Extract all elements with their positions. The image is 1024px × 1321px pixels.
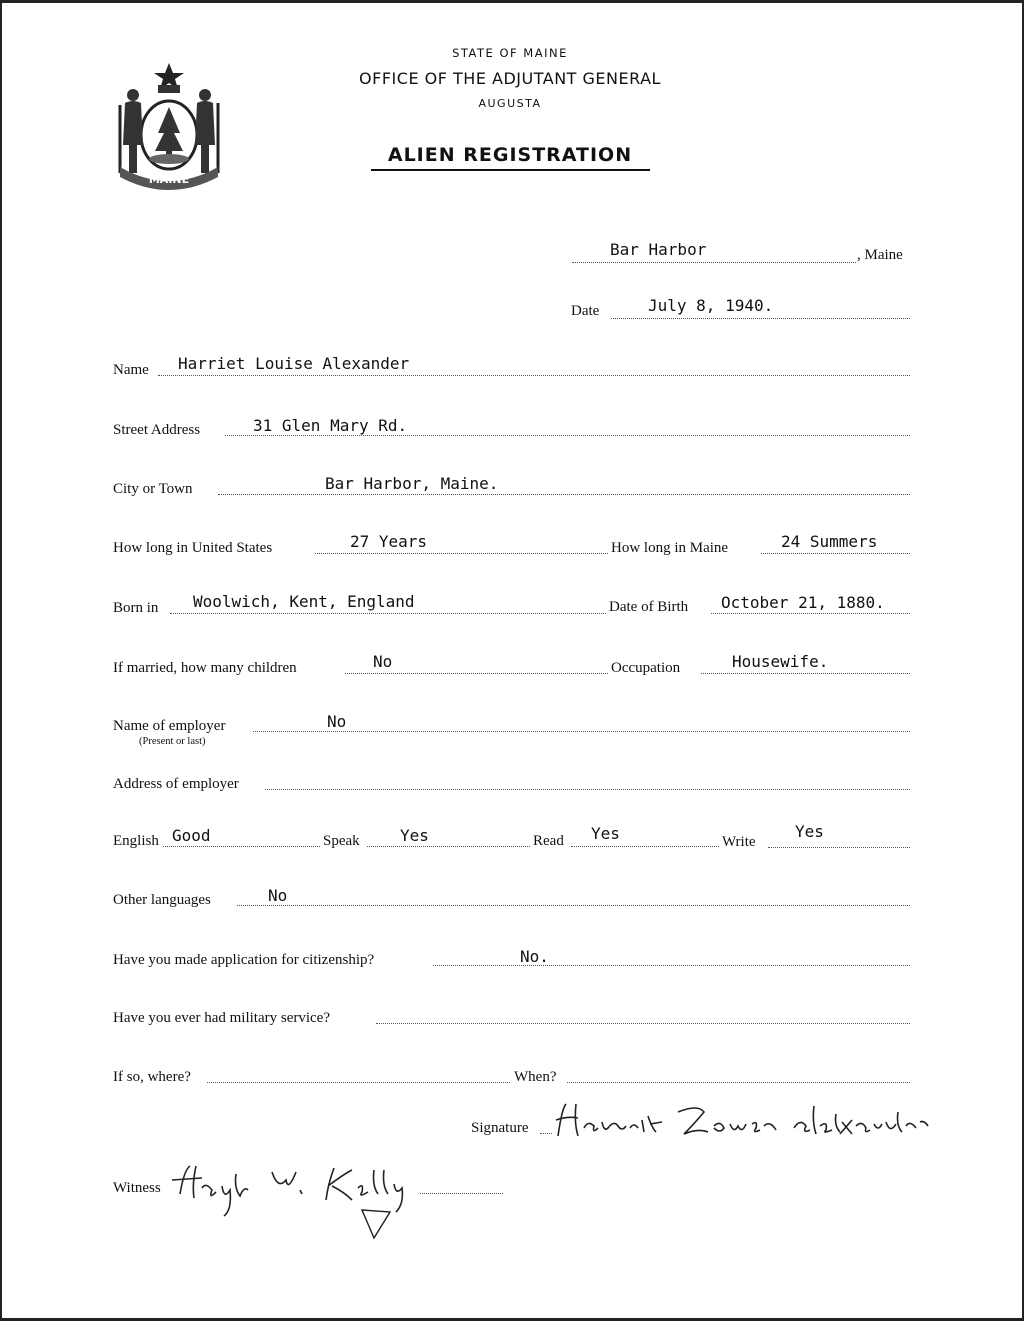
children-label: If married, how many children — [113, 660, 297, 676]
occupation-value: Housewife. — [732, 652, 829, 671]
born-in-field-line — [170, 613, 606, 614]
born-in-label: Born in — [113, 600, 159, 616]
header-city: AUGUSTA — [478, 97, 542, 110]
how-long-maine-label: How long in Maine — [611, 540, 729, 556]
read-label: Read — [533, 833, 564, 849]
street-field-line — [225, 435, 910, 436]
header-office: OFFICE OF THE ADJUTANT GENERAL — [359, 69, 661, 88]
witness-handwriting — [168, 1160, 430, 1244]
write-label: Write — [722, 834, 756, 850]
form-title: ALIEN REGISTRATION — [387, 144, 633, 166]
scan-border-left — [0, 0, 2, 1321]
witness-text: Hugh W. Kelly — [168, 1160, 176, 1161]
maine-state-seal-icon — [110, 55, 228, 190]
where-field-line — [207, 1082, 510, 1083]
dob-field-line — [711, 613, 910, 614]
place-suffix: , Maine — [857, 247, 903, 263]
occupation-field-line — [701, 673, 910, 674]
place-value: Bar Harbor — [610, 240, 707, 259]
place-field-line — [572, 262, 856, 263]
signature-text: Harriet Louise Alexander — [548, 1098, 561, 1099]
signature-handwriting — [548, 1098, 958, 1148]
witness-field-line — [420, 1193, 503, 1194]
header-state: STATE OF MAINE — [452, 46, 568, 60]
how-long-maine-field-line — [761, 553, 910, 554]
speak-field-line — [367, 846, 530, 847]
military-label: Have you ever had military service? — [113, 1010, 330, 1026]
english-label: English — [113, 833, 159, 849]
seal-label: MAINE — [148, 173, 190, 186]
children-field-line — [345, 673, 608, 674]
how-long-us-label: How long in United States — [113, 540, 273, 556]
english-field-line — [163, 846, 320, 847]
employer-label: Name of employer — [113, 718, 226, 734]
employer-field-line — [253, 731, 910, 732]
write-field-line — [768, 847, 910, 848]
street-value: 31 Glen Mary Rd. — [253, 416, 408, 435]
city-town-label: City or Town — [113, 481, 193, 497]
city-town-field-line — [218, 494, 910, 495]
other-languages-label: Other languages — [113, 892, 211, 908]
other-languages-value: No — [268, 886, 288, 905]
how-long-us-field-line — [315, 553, 608, 554]
children-value: No — [373, 652, 393, 671]
citizenship-label: Have you made application for citizenship? — [113, 952, 375, 968]
employer-address-field-line — [265, 789, 910, 790]
street-label: Street Address — [113, 422, 201, 438]
employer-sublabel: (Present or last) — [139, 736, 206, 747]
when-label: When? — [514, 1069, 557, 1085]
date-field-line — [611, 318, 910, 319]
name-value: Harriet Louise Alexander — [178, 354, 410, 373]
date-value: July 8, 1940. — [648, 296, 774, 315]
city-town-value: Bar Harbor, Maine. — [325, 474, 499, 493]
signature-label: Signature — [471, 1120, 529, 1136]
employer-value: No — [327, 712, 347, 731]
scan-border-top — [0, 0, 1024, 3]
write-value: Yes — [795, 822, 824, 841]
military-field-line — [376, 1023, 910, 1024]
employer-address-label: Address of employer — [113, 776, 239, 792]
english-value: Good — [172, 826, 211, 845]
read-field-line — [571, 846, 719, 847]
title-underline — [371, 169, 650, 171]
speak-value: Yes — [400, 826, 429, 845]
how-long-us-value: 27 Years — [350, 532, 428, 551]
speak-label: Speak — [323, 833, 360, 849]
name-label: Name — [113, 362, 149, 378]
born-in-value: Woolwich, Kent, England — [193, 592, 415, 611]
other-languages-field-line — [237, 905, 910, 906]
witness-label: Witness — [113, 1180, 161, 1196]
where-label: If so, where? — [113, 1069, 191, 1085]
citizenship-field-line — [433, 965, 910, 966]
citizenship-value: No. — [520, 947, 549, 966]
how-long-maine-value: 24 Summers — [781, 532, 878, 551]
dob-label: Date of Birth — [609, 599, 689, 615]
dob-value: October 21, 1880. — [721, 593, 885, 612]
occupation-label: Occupation — [611, 660, 681, 676]
date-label: Date — [571, 303, 600, 319]
read-value: Yes — [591, 824, 620, 843]
when-field-line — [567, 1082, 910, 1083]
name-field-line — [158, 375, 910, 376]
